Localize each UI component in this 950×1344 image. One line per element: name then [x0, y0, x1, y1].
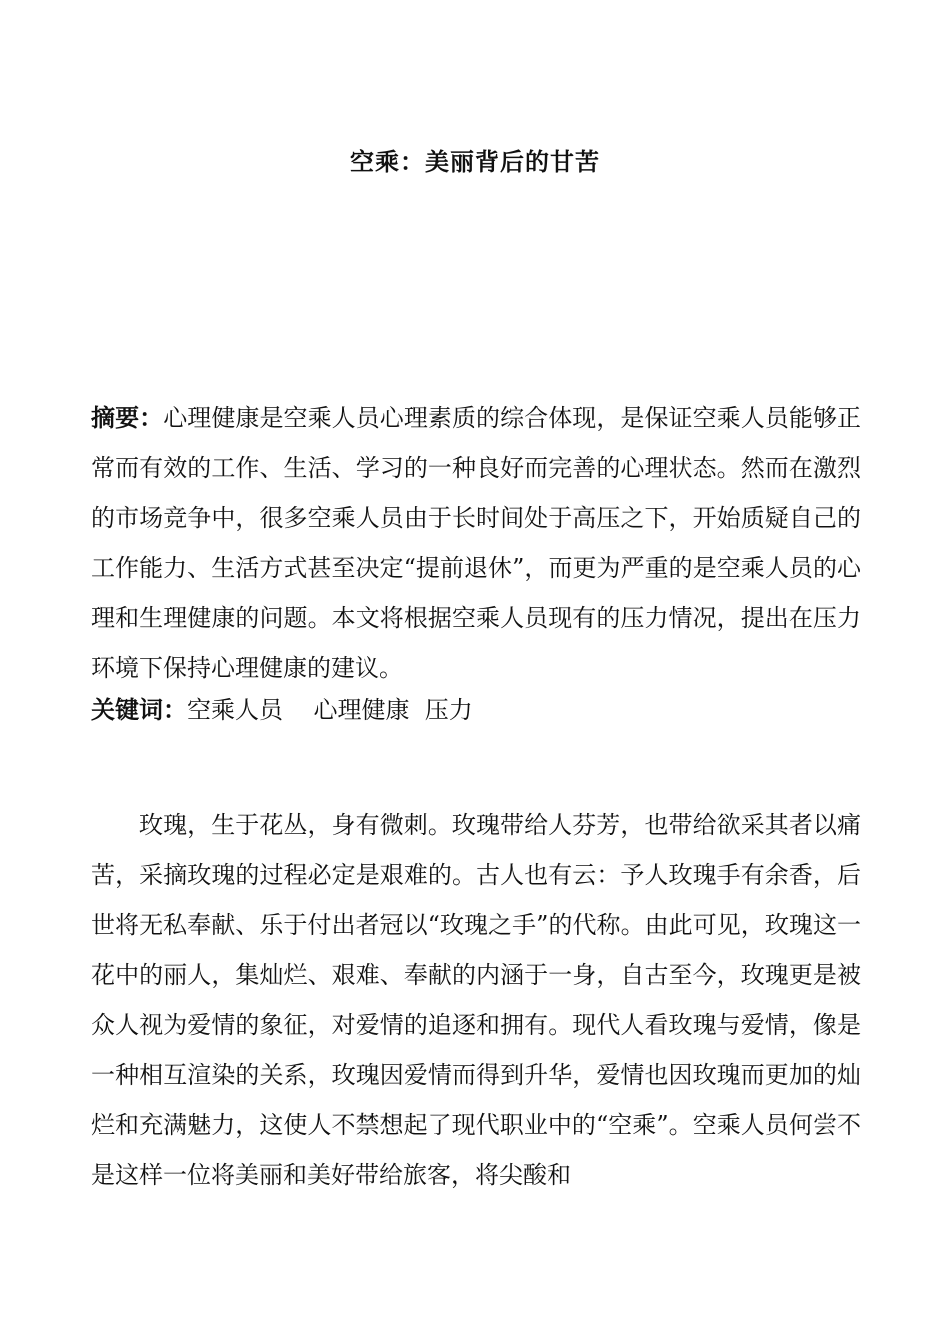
- abstract-label: 摘要：: [91, 404, 164, 432]
- keywords-line: [91, 685, 861, 735]
- abstract-text: 心理健康是空乘人员心理素质的综合体现，是保证空乘人员能够正常而有效的工作、生活、学习的一种良好而完善的心理状态。然而在激烈的市场竞争中，很多空乘人员由于长时间处于高压之下，开始质疑自己的工作能力、生活方式甚至决定“提前退休”，而更为严重的是空乘人员的心理和生理健康的问题。本文将根据空乘人员现有的压力情况，提出在压力环境下保持心理健康的建议。: [91, 404, 862, 682]
- body-paragraph: 玫瑰，生于花丛，身有微刺。玫瑰带给人芬芳，也带给欲采其者以痛苦，采摘玫瑰的过程必定是艰难的。古人也有云：予人玫瑰手有余香，后世将无私奉献、乐于付出者冠以“玫瑰之手”的代称。由此可见，玫瑰这一花中的丽人，集灿烂、艰难、奉献的内涵于一身，自古至今，玫瑰更是被众人视为爱情的象征，对爱情的追逐和拥有。现代人看玫瑰与爱情，像是一种相互渲染的关系，玫瑰因爱情而得到升华，爱情也因玫瑰而更加的灿烂和充满魅力，这使人不禁想起了现代职业中的“空乘”。空乘人员何尝不是这样一位将美丽和美好带给旅客，将尖酸和: [91, 811, 861, 1189]
- keywords-label: 关键词：: [91, 696, 187, 724]
- document-title: 空乘：美丽背后的甘苦: [350, 148, 600, 176]
- keywords-text: 空乘人员 心理健康 压力: [187, 696, 473, 724]
- abstract-paragraph: [91, 393, 861, 693]
